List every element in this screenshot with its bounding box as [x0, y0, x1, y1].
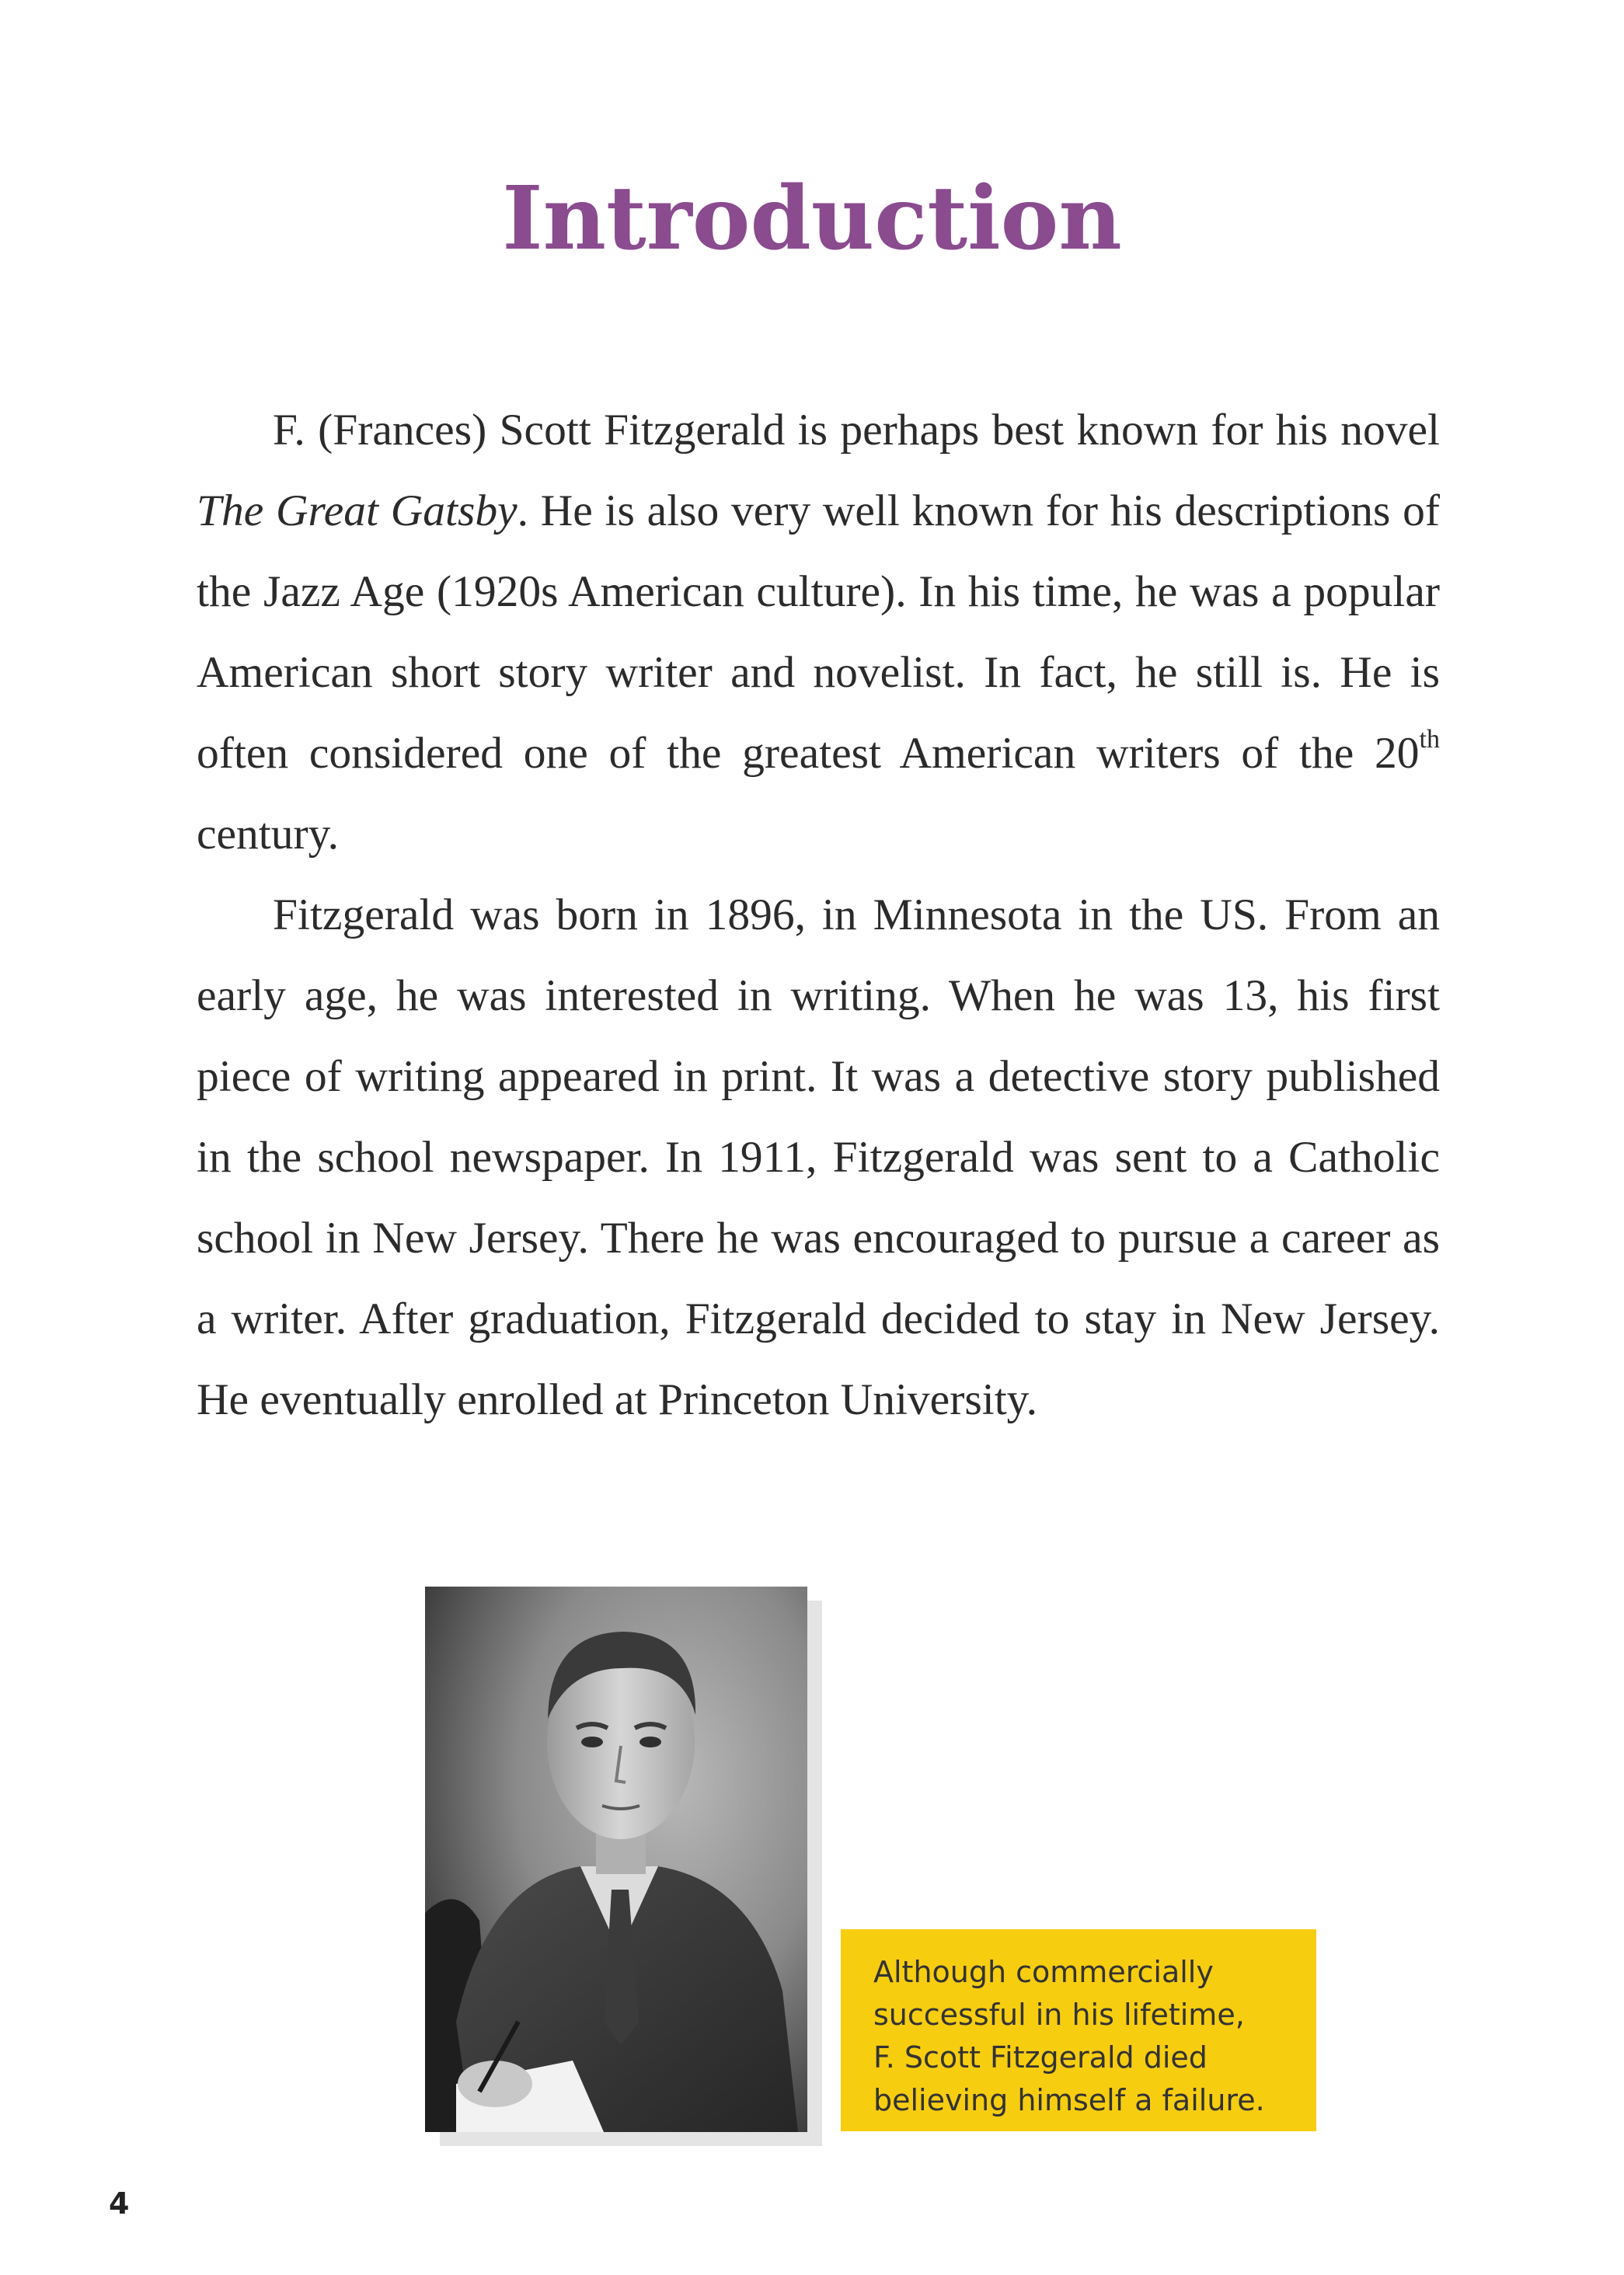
- body-text: [197, 390, 1440, 1441]
- paragraph-1-part-a: F. (Frances) Scott Fitzgerald is perhaps best known for his novel: [273, 406, 1440, 455]
- page-title: Introduction: [502, 168, 1122, 270]
- author-portrait-photo: [425, 1587, 807, 2132]
- caption-box: [841, 1929, 1316, 2131]
- book-title-reference: The Great Gatsby: [197, 486, 518, 535]
- page-number: 4: [109, 2186, 130, 2221]
- photo-caption: Although commercially successful in his lifetime, F. Scott Fitzgerald died believing himself a failure.: [873, 1955, 1265, 2117]
- paragraph-1-part-b: . He is also very well known for his descriptions of the Jazz Age (1920s American culture). In his time, he was a popular American short story writer and novelist. In fact, he still is. He is often considered one of the greatest American writers of the 20: [197, 486, 1440, 778]
- paragraph-1-part-c: century.: [197, 810, 340, 859]
- paragraph-2: Fitzgerald was born in 1896, in Minnesota in the US. From an early age, he was interested in writing. When he was 13, his first piece of writing appeared in print. It was a detective story published in the school newspaper. In 1911, Fitzgerald was sent to a Catholic school in New Jersey. There he was encouraged to pursue a career as a writer. After graduation, Fitzgerald decided to stay in New Jersey. He eventually enrolled at Princeton University.: [197, 890, 1440, 1424]
- paragraph-1: [197, 390, 1440, 875]
- ordinal-suffix: th: [1419, 725, 1440, 754]
